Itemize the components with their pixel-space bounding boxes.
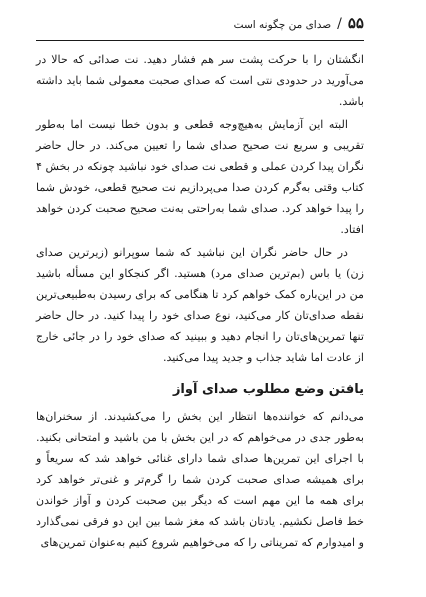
body-paragraph: در حال حاضر نگران این نباشید که شما سوپرانو (زیرترین صدای زن) یا باس (بم‌ترین صدای مرد) هستید. اگر کنجکاو این مسأله باشید من در این‌باره کمک خواهم کرد تا هنگامی که برای رسیدن به‌طبیعی‌ترین نقطه صدای‌تان کار می‌کنید، نوع صدای خود را پیدا کنید. در حال حاضر تنها تمرین‌های‌تان را انجام دهید و ببینید که صدای خود را در جائی خارج از عادت اما شاید جذاب و جدید پیدا می‌کنید. <box>36 246 364 364</box>
running-header-title: صدای من چگونه است <box>233 19 332 31</box>
body-paragraph: می‌دانم که خواننده‌ها انتظار این بخش را می‌کشیدند. از سخنران‌ها به‌طور جدی در می‌خواهم که در این بخش با من باشید و امتحانی بکنید. با اجرای این تمرین‌ها صدای شما دارای غنائی خواهد شد که سریعاً و برای همیشه صدای صحبت کردن شما را گرم‌تر و غنی‌تر خواهد کرد برای همه ما این مهم است که دیگر بین صحبت کردن و آواز خواندن خط فاصل نکشیم. یادتان باشد که مغز شما بین این دو فرقی نمی‌گذارد و امیدوارم که تمریناتی را که می‌خواهیم شروع کنیم به‌عنوان تمرین‌های <box>36 410 364 549</box>
body-paragraph: البته این آزمایش به‌هیچ‌وجه قطعی و بدون خطا نیست اما به‌طور تقریبی و سریع نت صحیح صدای شما را تعیین می‌کند. در حال حاضر نگران پیدا کردن عملی و قطعی نت صدای خود نباشید چونکه در بخش ۴ کتاب وقتی به‌گرم کردن صدا می‌پردازیم نت صحیح قطعی، خودش شما را پیدا خواهد کرد. صدای شما به‌راحتی به‌نت صحیح صحبت کردن خواهد افتاد. <box>36 118 364 236</box>
page-number: ۵۵ <box>347 14 364 32</box>
header-rule <box>36 40 364 41</box>
section-heading: یافتن وضع مطلوب صدای آواز <box>172 382 364 397</box>
running-header <box>36 14 364 36</box>
body-paragraph: انگشتان را با حرکت پشت سر هم فشار دهید. نت صدائی که حالا در می‌آورید در حدودی نتی است که صدای صحبت معمولی شما باید داشته باشد. <box>36 53 364 108</box>
header-separator: / <box>337 16 342 32</box>
